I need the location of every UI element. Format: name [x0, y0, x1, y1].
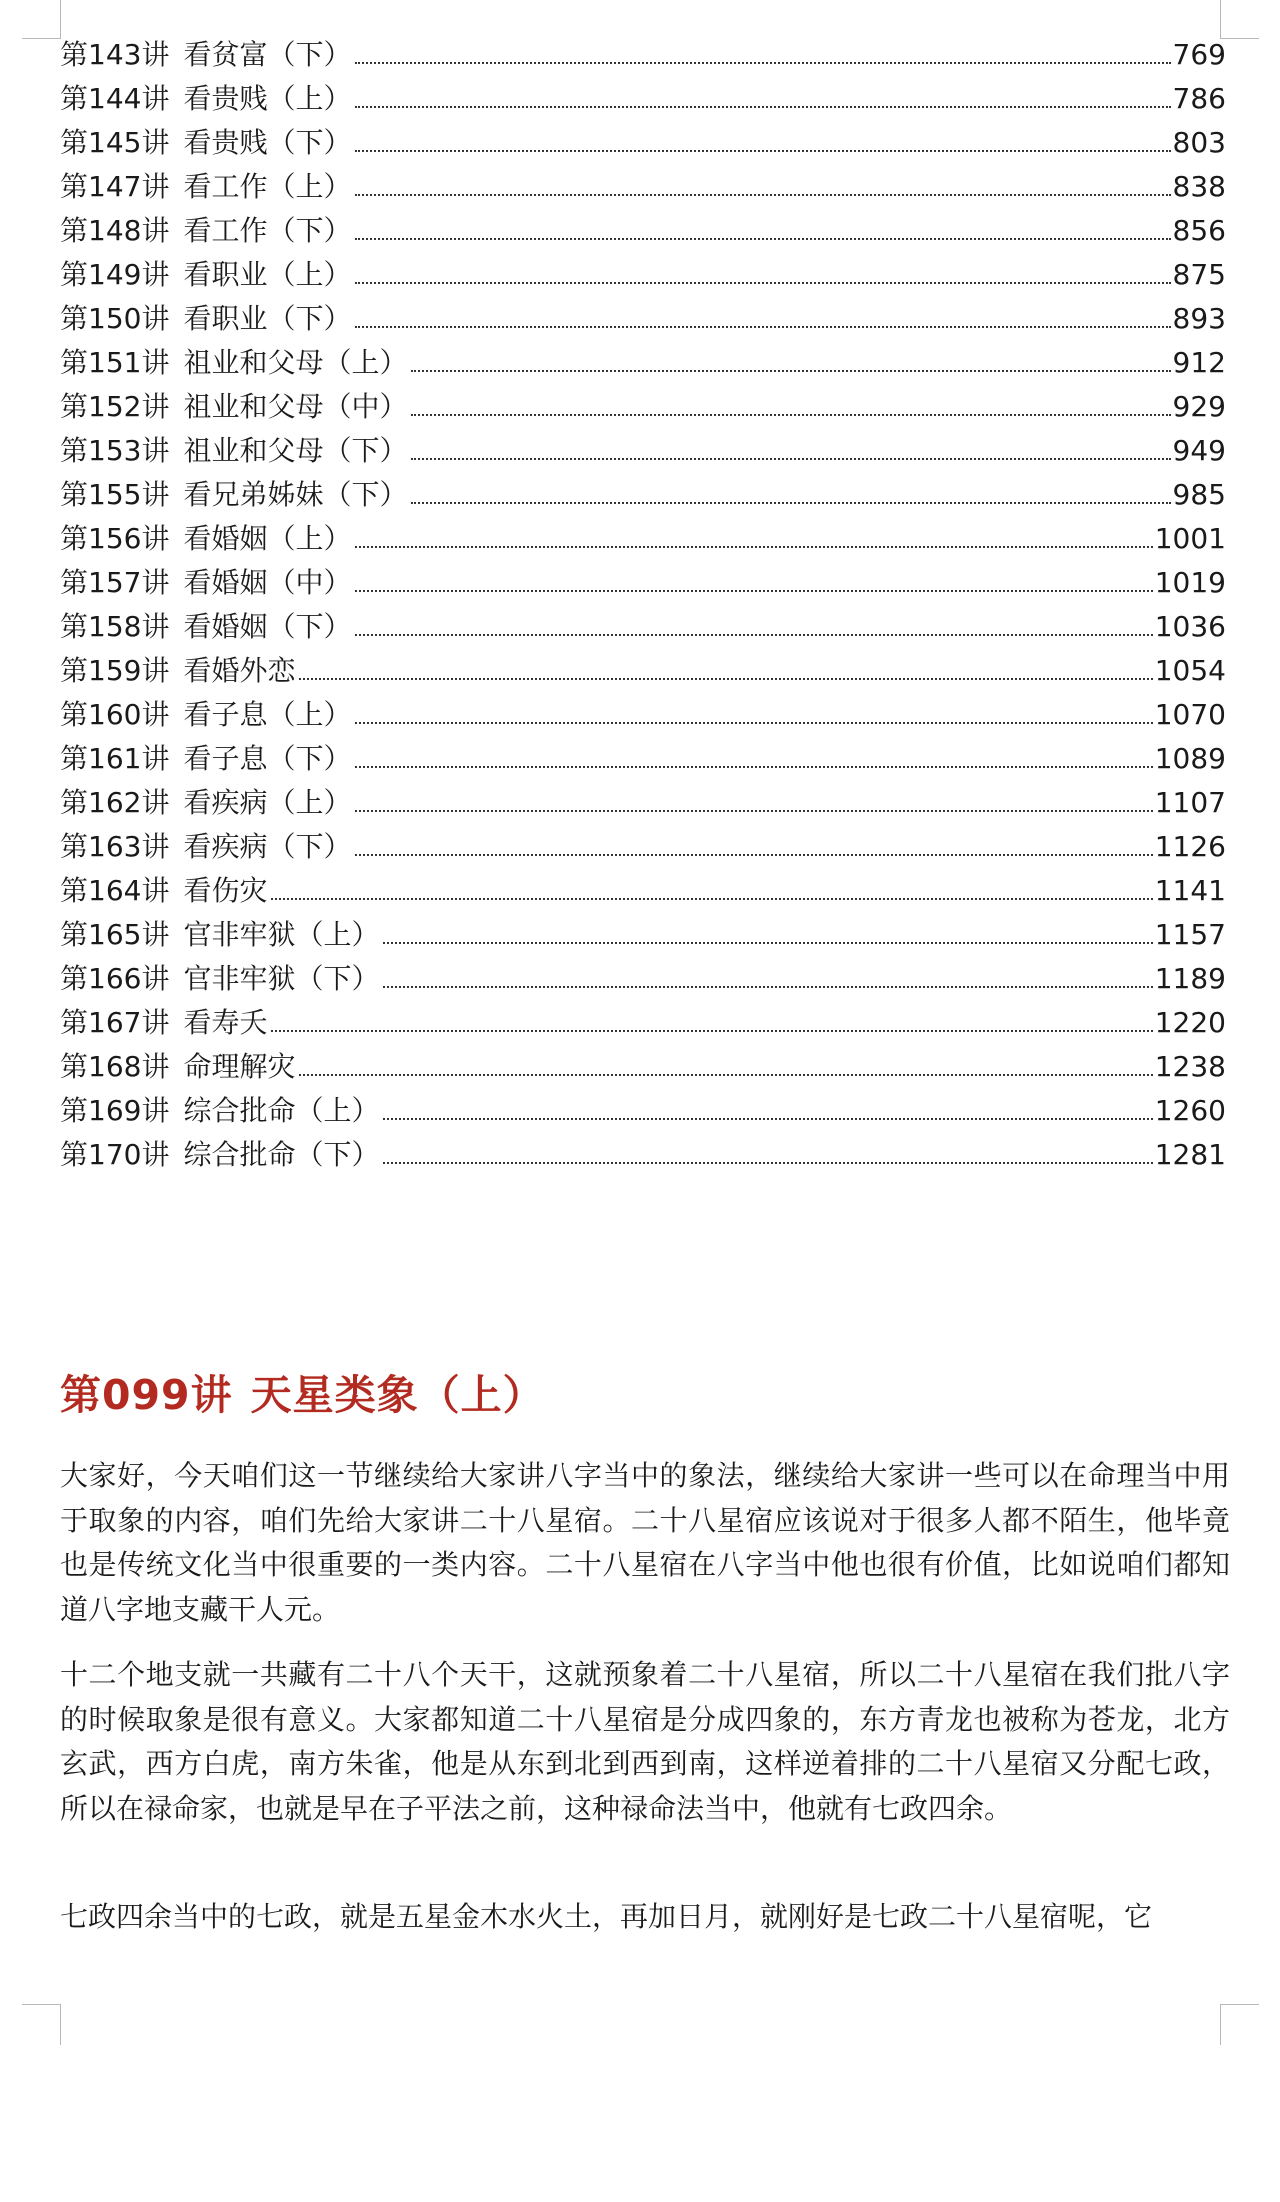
toc-entry-title: 看贵贱（上）	[183, 82, 352, 115]
toc-entry-page: 949	[1172, 434, 1226, 467]
toc-entry-title: 官非牢狱（上）	[183, 918, 380, 951]
toc-leader-dots	[355, 194, 1170, 196]
toc-entry-number: 第165讲	[60, 918, 170, 951]
toc-leader-dots	[383, 942, 1152, 944]
toc-entry-number: 第150讲	[60, 302, 170, 335]
toc-entry-title: 综合批命（下）	[183, 1138, 380, 1171]
toc-entry-page: 1238	[1154, 1050, 1226, 1083]
toc-entry-number: 第159讲	[60, 654, 170, 687]
toc-entry-title: 祖业和父母（中）	[183, 390, 408, 423]
toc-entry-number: 第160讲	[60, 698, 170, 731]
toc-entry-page: 1260	[1154, 1094, 1226, 1127]
crop-mark-bottom-left	[22, 2004, 61, 2045]
toc-entry-number: 第158讲	[60, 610, 170, 643]
toc-entry[interactable]	[60, 341, 1226, 385]
toc-entry-page: 1001	[1154, 522, 1226, 555]
toc-entry[interactable]	[60, 253, 1226, 297]
toc-entry-page: 1141	[1154, 874, 1226, 907]
toc-entry[interactable]	[60, 1001, 1226, 1045]
toc-entry-title: 看婚姻（下）	[183, 610, 352, 643]
toc-entry-number: 第156讲	[60, 522, 170, 555]
toc-leader-dots	[355, 150, 1170, 152]
toc-entry-title: 看职业（上）	[183, 258, 352, 291]
toc-entry-title: 看贵贱（下）	[183, 126, 352, 159]
chapter-number: 第099讲	[60, 1371, 233, 1419]
toc-entry-number: 第144讲	[60, 82, 170, 115]
toc-leader-dots	[271, 1030, 1152, 1032]
toc-entry-page: 1070	[1154, 698, 1226, 731]
toc-leader-dots	[383, 1162, 1152, 1164]
toc-entry[interactable]	[60, 385, 1226, 429]
toc-leader-dots	[355, 810, 1152, 812]
toc-entry[interactable]	[60, 1045, 1226, 1089]
crop-mark-bottom-right	[1220, 2004, 1259, 2045]
toc-entry-title: 看工作（上）	[183, 170, 352, 203]
toc-entry-title: 看婚姻（中）	[183, 566, 352, 599]
toc-entry[interactable]	[60, 121, 1226, 165]
toc-entry[interactable]	[60, 429, 1226, 473]
toc-entry-title: 看寿夭	[183, 1006, 268, 1039]
toc-leader-dots	[355, 766, 1152, 768]
toc-entry-number: 第148讲	[60, 214, 170, 247]
toc-entry-title: 官非牢狱（下）	[183, 962, 380, 995]
toc-entry-number: 第166讲	[60, 962, 170, 995]
table-of-contents	[60, 33, 1226, 1177]
toc-entry-page: 1107	[1154, 786, 1226, 819]
toc-entry-number: 第155讲	[60, 478, 170, 511]
toc-leader-dots	[355, 282, 1170, 284]
toc-entry-page: 985	[1172, 478, 1226, 511]
toc-entry[interactable]	[60, 473, 1226, 517]
toc-entry[interactable]	[60, 209, 1226, 253]
body-paragraph: 十二个地支就一共藏有二十八个天干，这就预象着二十八星宿，所以二十八星宿在我们批八字的时候取象是很有意义。大家都知道二十八星宿是分成四象的，东方青龙也被称为苍龙，北方玄武，西方白虎，南方朱雀，他是从东到北到西到南，这样逆着排的二十八星宿又分配七政，所以在禄命家，也就是早在子平法之前，这种禄命法当中，他就有七政四余。	[60, 1658, 1230, 1825]
toc-leader-dots	[355, 62, 1170, 64]
toc-leader-dots	[383, 986, 1152, 988]
toc-leader-dots	[355, 546, 1152, 548]
toc-entry-title: 综合批命（上）	[183, 1094, 380, 1127]
toc-leader-dots	[355, 326, 1170, 328]
toc-entry[interactable]	[60, 913, 1226, 957]
toc-leader-dots	[383, 1118, 1152, 1120]
toc-entry[interactable]	[60, 825, 1226, 869]
toc-entry-page: 1036	[1154, 610, 1226, 643]
toc-entry-page: 1054	[1154, 654, 1226, 687]
toc-leader-dots	[355, 590, 1152, 592]
toc-entry-number: 第145讲	[60, 126, 170, 159]
toc-entry-number: 第169讲	[60, 1094, 170, 1127]
toc-entry-number: 第167讲	[60, 1006, 170, 1039]
toc-entry-title: 看贫富（下）	[183, 38, 352, 71]
toc-entry-page: 912	[1172, 346, 1226, 379]
toc-entry[interactable]	[60, 781, 1226, 825]
toc-entry[interactable]	[60, 737, 1226, 781]
crop-mark-top-left	[22, 0, 61, 39]
toc-entry-number: 第153讲	[60, 434, 170, 467]
toc-entry[interactable]	[60, 693, 1226, 737]
toc-entry[interactable]	[60, 649, 1226, 693]
toc-entry-page: 769	[1172, 38, 1226, 71]
toc-entry-page: 1019	[1154, 566, 1226, 599]
toc-leader-dots	[271, 898, 1152, 900]
toc-entry[interactable]	[60, 1133, 1226, 1177]
toc-entry[interactable]	[60, 33, 1226, 77]
toc-entry-page: 803	[1172, 126, 1226, 159]
toc-entry-page: 786	[1172, 82, 1226, 115]
chapter-heading	[60, 1362, 545, 1421]
toc-leader-dots	[411, 414, 1170, 416]
toc-entry-page: 838	[1172, 170, 1226, 203]
toc-entry-title: 看疾病（上）	[183, 786, 352, 819]
toc-entry-page: 1220	[1154, 1006, 1226, 1039]
toc-entry[interactable]	[60, 869, 1226, 913]
toc-entry-number: 第163讲	[60, 830, 170, 863]
toc-entry-page: 1126	[1154, 830, 1226, 863]
body-paragraph: 大家好，今天咱们这一节继续给大家讲八字当中的象法，继续给大家讲一些可以在命理当中用于取象的内容，咱们先给大家讲二十八星宿。二十八星宿应该说对于很多人都不陌生，他毕竟也是传统文化当中很重要的一类内容。二十八星宿在八字当中他也很有价值，比如说咱们都知道八字地支藏干人元。	[60, 1459, 1230, 1626]
toc-entry-title: 看兄弟姊妹（下）	[183, 478, 408, 511]
toc-entry-number: 第162讲	[60, 786, 170, 819]
toc-entry[interactable]	[60, 605, 1226, 649]
toc-entry-title: 看子息（下）	[183, 742, 352, 775]
toc-entry-number: 第143讲	[60, 38, 170, 71]
toc-leader-dots	[355, 722, 1152, 724]
toc-entry[interactable]	[60, 1089, 1226, 1133]
toc-leader-dots	[411, 502, 1170, 504]
toc-entry[interactable]	[60, 297, 1226, 341]
toc-entry-title: 看工作（下）	[183, 214, 352, 247]
toc-entry-title: 祖业和父母（下）	[183, 434, 408, 467]
toc-entry-number: 第152讲	[60, 390, 170, 423]
toc-leader-dots	[355, 106, 1170, 108]
toc-entry-title: 看职业（下）	[183, 302, 352, 335]
toc-entry-page: 875	[1172, 258, 1226, 291]
toc-entry-title: 命理解灾	[183, 1050, 296, 1083]
toc-entry-title: 祖业和父母（上）	[183, 346, 408, 379]
toc-entry[interactable]	[60, 957, 1226, 1001]
toc-entry-number: 第164讲	[60, 874, 170, 907]
toc-leader-dots	[355, 634, 1152, 636]
toc-entry-number: 第149讲	[60, 258, 170, 291]
toc-entry-page: 856	[1172, 214, 1226, 247]
toc-entry-number: 第170讲	[60, 1138, 170, 1171]
toc-entry-number: 第168讲	[60, 1050, 170, 1083]
toc-entry-title: 看婚外恋	[183, 654, 296, 687]
toc-entry-number: 第147讲	[60, 170, 170, 203]
toc-entry-number: 第161讲	[60, 742, 170, 775]
toc-entry-page: 1281	[1154, 1138, 1226, 1171]
toc-entry-title: 看婚姻（上）	[183, 522, 352, 555]
toc-entry[interactable]	[60, 561, 1226, 605]
toc-entry[interactable]	[60, 517, 1226, 561]
toc-entry-title: 看伤灾	[183, 874, 268, 907]
toc-entry-title: 看子息（上）	[183, 698, 352, 731]
toc-entry-page: 929	[1172, 390, 1226, 423]
toc-entry-page: 1089	[1154, 742, 1226, 775]
toc-leader-dots	[411, 370, 1170, 372]
toc-leader-dots	[355, 854, 1152, 856]
toc-entry[interactable]	[60, 77, 1226, 121]
toc-leader-dots	[299, 678, 1152, 680]
toc-entry-title: 看疾病（下）	[183, 830, 352, 863]
body-paragraph: 七政四余当中的七政，就是五星金木水火土，再加日月，就刚好是七政二十八星宿呢，它	[60, 1900, 1153, 1933]
toc-leader-dots	[411, 458, 1170, 460]
toc-leader-dots	[299, 1074, 1152, 1076]
toc-entry-page: 893	[1172, 302, 1226, 335]
toc-entry-number: 第157讲	[60, 566, 170, 599]
chapter-title: 天星类象（上）	[250, 1371, 545, 1419]
toc-entry-number: 第151讲	[60, 346, 170, 379]
toc-entry-page: 1157	[1154, 918, 1226, 951]
toc-entry[interactable]	[60, 165, 1226, 209]
toc-leader-dots	[355, 238, 1170, 240]
toc-entry-page: 1189	[1154, 962, 1226, 995]
